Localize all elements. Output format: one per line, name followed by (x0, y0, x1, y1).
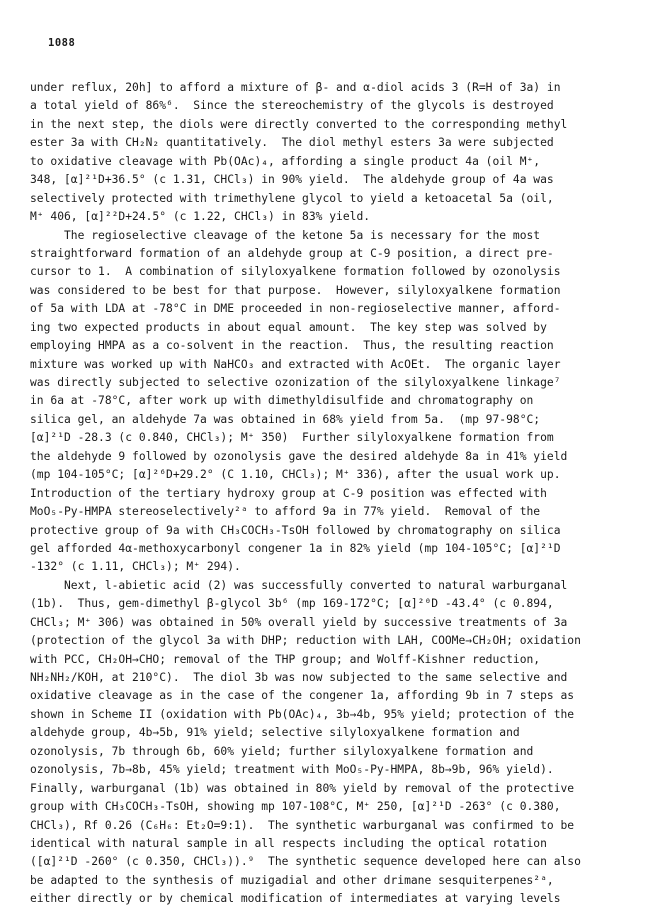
text-line: CHCl₃), Rf 0.26 (C₆H₆: Et₂O=9:1). The synthetic warburganal was confirmed to be (30, 818, 575, 832)
text-line: Next, l-abietic acid (2) was successfully converted to natural warburganal (30, 578, 568, 592)
text-line: oxidative cleavage as in the case of the congener 1a, affording 9b in 7 steps as (30, 689, 575, 703)
text-line: group with CH₃COCH₃-TsOH, showing mp 107-108°C, M⁺ 250, [α]²¹D -263° (c 0.380, (30, 800, 561, 814)
text-line: to oxidative cleavage with Pb(OAc)₄, affording a single product 4a (oil M⁺, (30, 154, 541, 168)
text-line: under reflux, 20h] to afford a mixture of β- and α-diol acids 3 (R=H of 3a) in (30, 81, 561, 94)
page-number: 1088 (48, 37, 76, 49)
text-line: was considered to be best for that purpose. However, silyloxyalkene formation (30, 283, 561, 297)
text-line: M⁺ 406, [α]²²D+24.5° (c 1.22, CHCl₃) in 83% yield. (30, 210, 371, 224)
text-line: aldehyde group, 4b→5b, 91% yield; selective silyloxyalkene formation and (30, 726, 520, 740)
text-line: identical with natural sample in all respects including the optical rotation (30, 836, 547, 850)
text-line: was directly subjected to selective ozonization of the silyloxyalkene linkage⁷ (30, 376, 561, 389)
text-line: a total yield of 86%⁶. Since the stereochemistry of the glycols is destroyed (30, 99, 554, 113)
text-line: [α]²¹D -28.3 (c 0.840, CHCl₃); M⁺ 350) Further silyloxyalkene formation from (30, 431, 554, 445)
text-line: with PCC, CH₂OH→CHO; removal of the THP group; and Wolff-Kishner reduction, (30, 652, 541, 666)
text-line: (protection of the glycol 3a with DHP; reduction with LAH, COOMe→CH₂OH; oxidation (30, 634, 581, 648)
text-line: either directly or by chemical modification of intermediates at varying levels (30, 892, 561, 906)
text-line: mixture was worked up with NaHCO₃ and extracted with AcOEt. The organic layer (30, 357, 561, 371)
text-line: of 5a with LDA at -78°C in DME proceeded in non-regioselective manner, afford- (30, 302, 561, 316)
text-line: the aldehyde 9 followed by ozonolysis gave the desired aldehyde 8a in 41% yield (30, 449, 568, 463)
text-line: Introduction of the tertiary hydroxy group at C-9 position was effected with (30, 486, 547, 500)
text-line: silica gel, an aldehyde 7a was obtained in 68% yield from 5a. (mp 97-98°C; (30, 412, 541, 426)
text-line: -132° (c 1.11, CHCl₃); M⁺ 294). (30, 560, 241, 574)
text-line: straightforward formation of an aldehyde group at C-9 position, a direct pre- (30, 246, 554, 260)
text-line: (1b). Thus, gem-dimethyl β-glycol 3b⁶ (mp 169-172°C; [α]²⁰D -43.4° (c 0.894, (30, 597, 554, 611)
text-line: ing two expected products in about equal amount. The key step was solved by (30, 320, 547, 334)
text-line: be adapted to the synthesis of muzigadial and other drimane sesquiterpenes²ᵃ, (30, 873, 554, 887)
text-line: 348, [α]²¹D+36.5° (c 1.31, CHCl₃) in 90% yield. The aldehyde group of 4a was (30, 173, 554, 187)
text-line: The regioselective cleavage of the ketone 5a is necessary for the most (30, 228, 541, 242)
text-line: cursor to 1. A combination of silyloxyalkene formation followed by ozonolysis (30, 265, 561, 279)
text-line: shown in Scheme II (oxidation with Pb(OAc)₄, 3b→4b, 95% yield; protection of the (30, 707, 575, 721)
text-line: protective group of 9a with CH₃COCH₃-TsOH followed by chromatography on silica (30, 523, 561, 537)
text-line: in 6a at -78°C, after work up with dimethyldisulfide and chromatography on (30, 394, 534, 408)
text-line: selectively protected with trimethylene glycol to yield a ketoacetal 5a (oil, (30, 191, 554, 205)
text-line: ([α]²¹D -260° (c 0.350, CHCl₃)).⁹ The synthetic sequence developed here can also (30, 855, 581, 869)
text-line: CHCl₃; M⁺ 306) was obtained in 50% overall yield by successive treatments of 3a (30, 615, 568, 629)
text-line: (mp 104-105°C; [α]²⁶D+29.2° (C 1.10, CHCl₃); M⁺ 336), after the usual work up. (30, 468, 561, 482)
text-line: Finally, warburganal (1b) was obtained in 80% yield by removal of the protective (30, 781, 575, 795)
text-line: NH₂NH₂/KOH, at 210°C). The diol 3b was now subjected to the same selective and (30, 671, 568, 684)
text-line: gel afforded 4α-methoxycarbonyl congener 1a in 82% yield (mp 104-105°C; [α]²¹D (30, 541, 561, 555)
text-line: ester 3a with CH₂N₂ quantitatively. The diol methyl esters 3a were subjected (30, 136, 554, 150)
text-line: in the next step, the diols were directly converted to the corresponding methyl (30, 117, 568, 131)
text-line: ozonolysis, 7b→8b, 45% yield; treatment with MoO₅-Py-HMPA, 8b→9b, 96% yield). (30, 763, 554, 777)
text-line: MoO₅-Py-HMPA stereoselectively²ᵃ to afford 9a in 77% yield. Removal of the (30, 505, 541, 519)
article-body (30, 79, 650, 909)
text-line: employing HMPA as a co-solvent in the reaction. Thus, the resulting reaction (30, 339, 554, 353)
text-line: ozonolysis, 7b through 6b, 60% yield; further silyloxyalkene formation and (30, 744, 534, 758)
